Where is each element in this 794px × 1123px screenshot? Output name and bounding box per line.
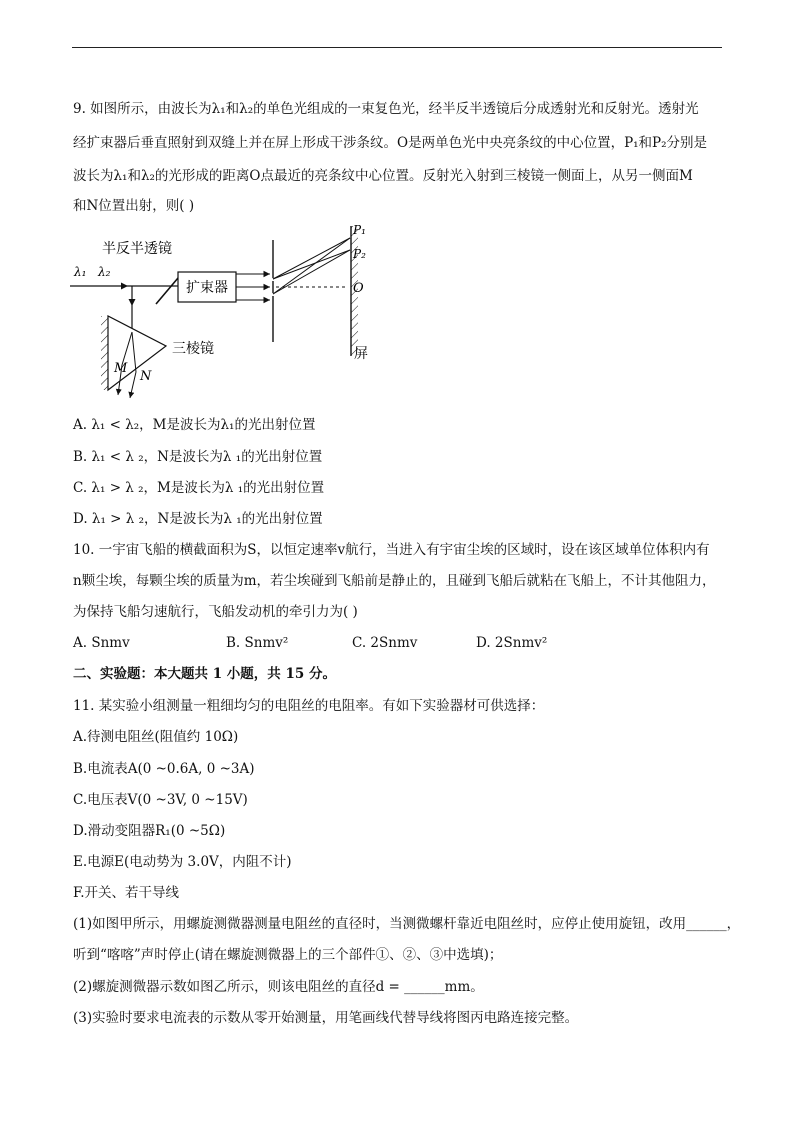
beam-expander-label: 扩束器 [186, 280, 228, 296]
q11-intro: 11. 某实验小组测量一粗细均匀的电阻丝的电阻率。有如下实验器材可供选择： [73, 698, 545, 714]
q10-line-2: n颗尘埃，每颗尘埃的质量为m，若尘埃碰到飞船前是静止的，且碰到飞船后就粘在飞船上，不计其他阻力， [73, 573, 716, 589]
q11-part1-line1: (1)如图甲所示，用螺旋测微器测量电阻丝的直径时，当测微螺杆靠近电阻丝时，应停止使用旋钮，改用______， [73, 916, 741, 932]
q10-option-A: A. Snmv [73, 635, 130, 651]
M-label: M [114, 361, 128, 376]
q11-item-C: C.电压表V(0 ~3V, 0 ~15V) [73, 792, 248, 808]
q11-item-A: A.待测电阻丝(阻值约 10Ω) [73, 729, 239, 745]
prism-label: 三棱镜 [172, 341, 214, 357]
screen-label: 屏 [354, 346, 368, 362]
q10-line-1: 10. 一宇宙飞船的横截面积为S，以恒定速率v航行，当进入有宇宙尘埃的区域时，设在该区域单位体积内有 [73, 542, 710, 558]
q9-option-B: B. λ₁ < λ ₂，N是波长为λ ₁的光出射位置 [73, 449, 323, 465]
lambda1-label: λ₁ [74, 265, 87, 279]
q10-option-B: B. Snmv² [226, 635, 289, 651]
header-rule [72, 47, 722, 48]
q11-part2: (2)螺旋测微器示数如图乙所示，则该电阻丝的直径d = ______mm。 [73, 979, 484, 995]
O-label: O [353, 281, 364, 296]
q9-line-4: 和N位置出射，则( ) [73, 198, 195, 214]
lambda2-label: λ₂ [98, 265, 111, 279]
q9-line-2: 经扩束器后垂直照射到双缝上并在屏上形成干涉条纹。O是两单色光中央亮条纹的中心位置，P₁和P₂分别是 [73, 135, 708, 151]
q9-option-D: D. λ₁ > λ ₂，N是波长为λ ₁的光出射位置 [73, 511, 323, 527]
section-heading: 二、实验题：本大题共 1 小题，共 15 分。 [73, 666, 336, 682]
q9-line-3: 波长为λ₁和λ₂的光形成的距离O点最近的亮条纹中心位置。反射光入射到三棱镜一侧面上，从另一侧面M [73, 168, 693, 184]
q11-item-D: D.滑动变阻器R₁(0 ~5Ω) [73, 823, 226, 839]
q10-option-D: D. 2Snmv² [476, 635, 548, 651]
prism-hatch [101, 316, 108, 390]
q11-item-F: F.开关、若干导线 [73, 885, 180, 901]
q9-option-A: A. λ₁ < λ₂，M是波长为λ₁的光出射位置 [73, 417, 316, 433]
q11-part1-line2: 听到“喀喀”声时停止(请在螺旋测微器上的三个部件①、②、③中选填)； [73, 947, 503, 963]
ray-slit1-P1 [273, 238, 350, 279]
ray-slit2-P1 [273, 238, 350, 294]
P2-label: P₂ [353, 247, 366, 261]
ray-slit1-P2 [273, 250, 350, 279]
half-mirror [156, 278, 178, 304]
P1-label: P₁ [353, 223, 366, 237]
exit-ray-N [130, 372, 136, 398]
q11-part3: (3)实验时要求电流表的示数从零开始测量，用笔画线代替导线将图丙电路连接完整。 [73, 1010, 579, 1026]
prism [108, 316, 166, 390]
q9-line-1: 9. 如图所示，由波长为λ₁和λ₂的单色光组成的一束复色光，经半反半透镜后分成透射光和反射光。透射光 [73, 101, 699, 117]
half-mirror-label: 半反半透镜 [102, 241, 172, 257]
q11-item-B: B.电流表A(0 ~0.6A, 0 ~3A) [73, 761, 255, 777]
q10-option-C: C. 2Snmv [352, 635, 418, 651]
q9-option-C: C. λ₁ > λ ₂，M是波长为λ ₁的光出射位置 [73, 480, 325, 496]
q11-item-E: E.电源E(电动势为 3.0V，内阻不计) [73, 854, 292, 870]
N-label: N [140, 369, 152, 384]
optics-figure [70, 220, 370, 400]
q10-line-3: 为保持飞船匀速航行，飞船发动机的牵引力为( ) [73, 604, 358, 620]
